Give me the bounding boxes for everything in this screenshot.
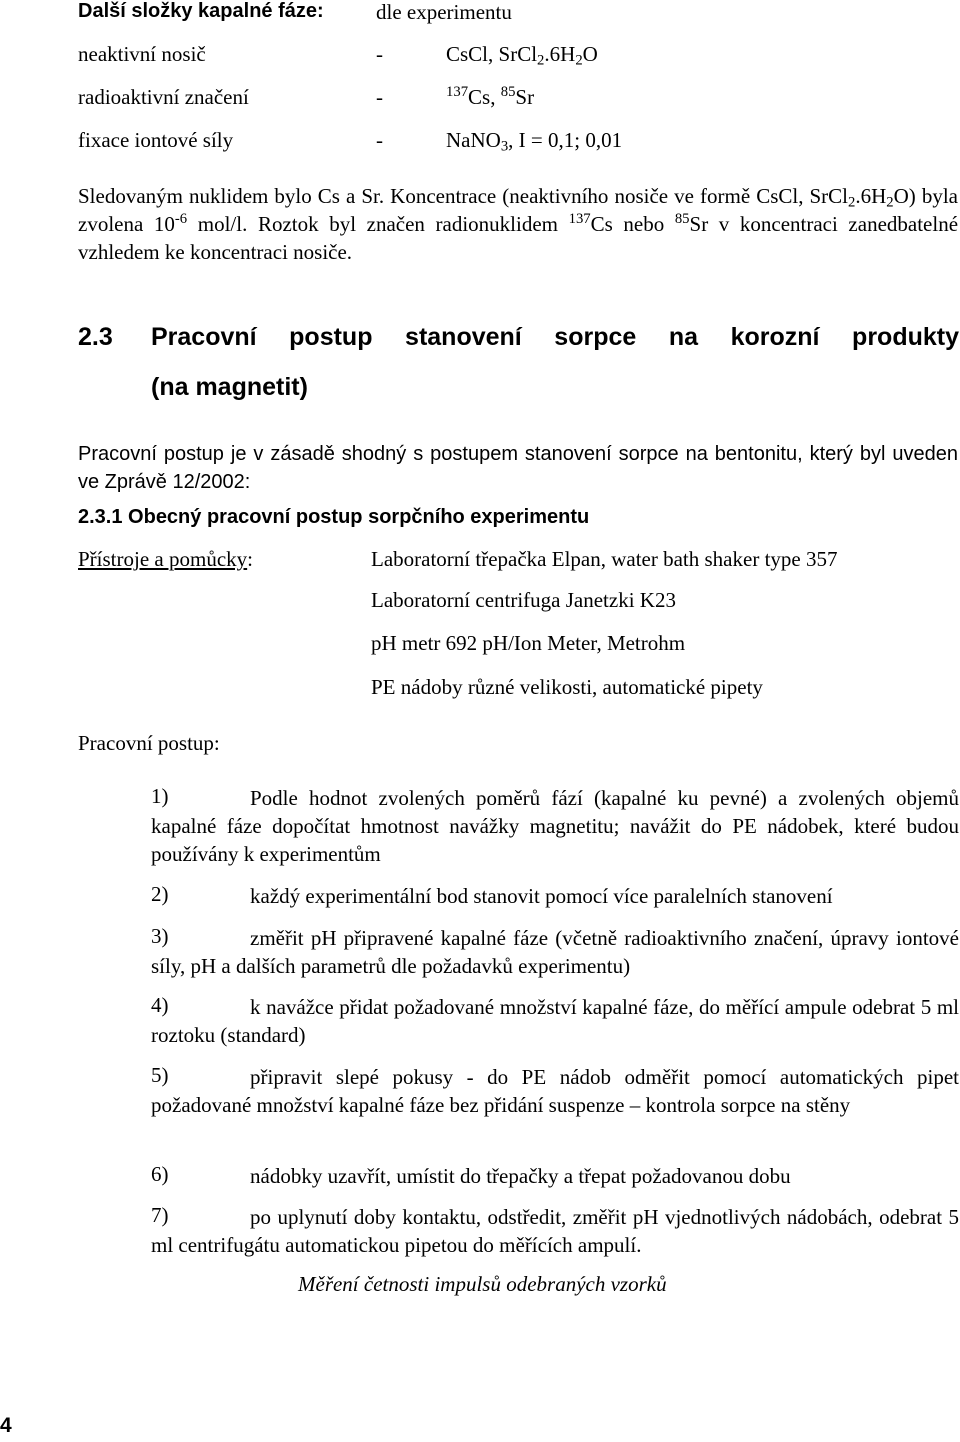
step-number: 5) [151,1063,169,1087]
component-row-value: CsCl, $SrCl_2.6H_2O$ [446,42,598,69]
component-row-dash: - [376,128,383,152]
step-text: každý experimentální bod stanovit pomocí více paralelních stanovení [250,884,833,908]
equipment-item: pH metr 692 pH/Ion Meter, Metrohm [371,631,686,655]
step-text: po uplynutí doby kontaktu, odstředit, změřit pH vjednotlivých nádobách, odebrat 5 ml centrifugátu automatickou pipetou do měřících ampulí. [151,1205,959,1257]
equipment-item: PE nádoby různé velikosti, automatické pipety [371,675,763,699]
step-number: 4) [151,993,169,1017]
step-number: 7) [151,1203,169,1227]
step-text: připravit slepé pokusy - do PE nádob odměřit pomocí automatických pipet požadované množství kapalné fáze bez přidání suspenze – kontrola sorpce na stěny [151,1065,959,1117]
component-row-value: $^{137}$Cs, $^{85}$Sr [446,83,535,109]
step-number: 6) [151,1162,169,1186]
components-title-label: Další složky kapalné fáze: [78,0,324,22]
components-title-value: dle experimentu [376,0,512,24]
step-text: Podle hodnot zvolených poměrů fází (kapalné ku pevné) a zvolených objemů kapalné fáze dopočítat hmotnost navážky magnetitu; navážit do PE nádobek, které budou používány k experimentům [151,786,959,866]
equipment-label-wrap: Přístroje a pomůcky: [78,547,253,571]
components-header [78,0,324,23]
final-note: Měření četnosti impulsů odebraných vzorků [298,1272,667,1296]
equipment-label: Přístroje a pomůcky [78,547,248,571]
step-text: k navážce přidat požadované množství kapalné fáze, do měřící ampule odebrat 5 ml roztoku (standard) [151,995,959,1047]
step-text: nádobky uzavřít, umístit do třepačky a třepat požadovanou dobu [250,1164,791,1188]
component-row-label: radioaktivní značení [78,85,249,109]
component-row-label: neaktivní nosič [78,42,206,66]
step-number: 1) [151,784,169,808]
component-row-value: NaNO$_3$, I = 0,1; 0,01 [446,128,623,155]
section-title-line1: Pracovní postup stanovení sorpce na korozní produkty [151,323,959,351]
component-row-dash: - [376,85,383,109]
component-row-dash: - [376,42,383,66]
component-row-label: fixace iontové síly [78,128,234,152]
equipment-item: Laboratorní centrifuga Janetzki K23 [371,588,676,612]
equipment-item: Laboratorní třepačka Elpan, water bath shaker type 357 [371,547,838,571]
section-intro: Pracovní postup je v zásadě shodný s postupem stanovení sorpce na bentonitu, který byl uveden ve Zprávě 12/2002: [78,443,958,493]
page-number: 4 [0,1414,12,1437]
step-text: změřit pH připravené kapalné fáze (včetně radioaktivního značení, úpravy iontové síly, pH a dalších parametrů dle požadavků experimentu) [151,926,959,978]
subsection-title: 2.3.1 Obecný pracovní postup sorpčního experimentu [78,506,590,528]
section-title-line2: (na magnetit) [151,373,308,401]
section-number: 2.3 [78,323,113,351]
step-number: 3) [151,924,169,948]
procedure-label: Pracovní postup: [78,731,220,755]
nuclide-paragraph: Sledovaným nuklidem bylo Cs a Sr. Koncentrace (neaktivního nosiče ve formě CsCl, $SrCl_2.6H_2O$) byla zvolena $10^{-6}$ mol/l. Roztok byl značen radionuklidem $^{137}$Cs nebo $^{85}$Sr v koncentraci zanedbatelné vzhledem ke koncentraci nosiče. [78,184,959,264]
step-number: 2) [151,882,169,906]
